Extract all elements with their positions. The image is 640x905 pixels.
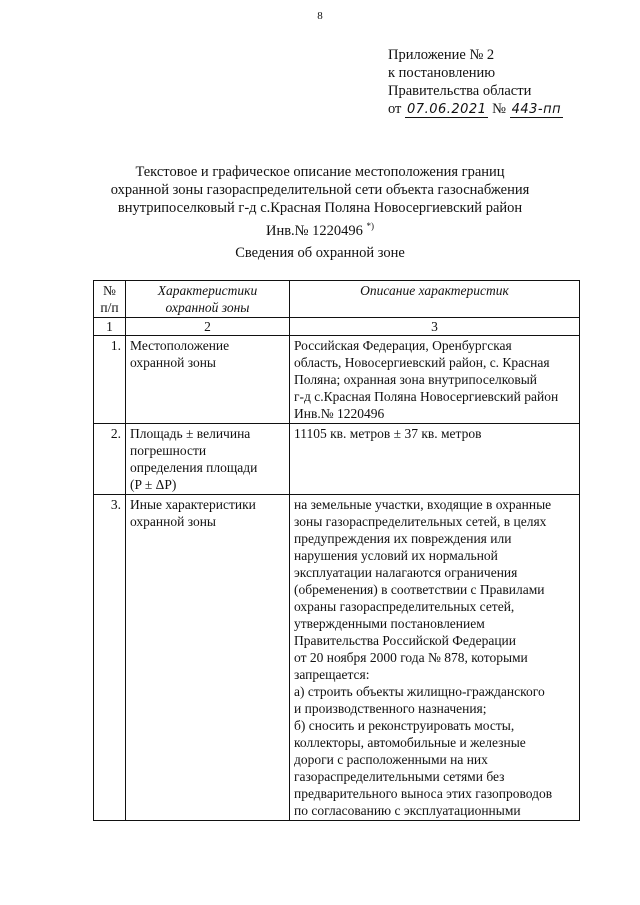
row-characteristic: Площадь ± величина погрешности определения площади (P ± ΔP): [126, 424, 290, 495]
row-number: 2.: [94, 424, 126, 495]
row-characteristic: Местоположение охранной зоны: [126, 336, 290, 424]
page-number: 8: [317, 10, 323, 22]
row-number: 3.: [94, 495, 126, 821]
header-number: № п/п: [94, 281, 126, 318]
appendix-line-2: к постановлению: [388, 65, 496, 81]
column-number-2: 2: [126, 318, 290, 336]
row-description: на земельные участки, входящие в охранные зоны газораспределительных сетей, в целях предупреждения их повреждения или нарушения условий их нормальной эксплуатации налагаются ограничения (обременения) в соответствии с Правилами охраны газораспределительных сетей, утвержденными постановлением Правительства Российской Федерации от 20 ноября 2000 года № 878, которыми запрещается: а) строить объекты жилищно-гражданского и производственного назначения; б) сносить и реконструировать мосты, коллекторы, автомобильные и железные дороги с расположенными на них газораспределительными сетями без предварительного выноса этих газопроводов по согласованию с эксплуатационными: [290, 495, 580, 821]
table-row: [94, 495, 580, 821]
title-line-2: охранной зоны газораспределительной сети объекта газоснабжения: [110, 182, 530, 198]
inventory-number: Инв.№ 1220496: [265, 222, 363, 239]
handwritten-date: 07.06.2021: [407, 102, 487, 117]
appendix-header: [388, 46, 563, 118]
title-line-3: внутрипоселковый г-д с.Красная Поляна Новосергиевский район: [117, 200, 523, 216]
zone-info-table: [93, 280, 580, 821]
row-description: 11105 кв. метров ± 37 кв. метров: [290, 424, 580, 495]
column-number-3: 3: [290, 318, 580, 336]
appendix-line-1: Приложение № 2: [388, 47, 495, 63]
column-number-row: [94, 318, 580, 336]
number-prefix: №: [492, 101, 506, 117]
handwritten-number: 443-пп: [511, 102, 562, 117]
section-title: Сведения об охранной зоне: [235, 245, 405, 261]
table-row: [94, 424, 580, 495]
appendix-date-line: [388, 100, 563, 118]
title-line-4: [0, 217, 640, 240]
column-number-1: 1: [94, 318, 126, 336]
title-line-1: Текстовое и графическое описание местоположения границ: [135, 164, 505, 180]
table-header-row: [94, 281, 580, 318]
header-characteristic: Характеристики охранной зоны: [126, 281, 290, 318]
date-prefix: от: [388, 101, 402, 117]
document-title: [0, 163, 640, 240]
footnote-mark: *): [366, 221, 375, 231]
table-row: [94, 336, 580, 424]
appendix-line-3: Правительства области: [388, 83, 532, 99]
row-characteristic: Иные характеристики охранной зоны: [126, 495, 290, 821]
header-description: Описание характеристик: [290, 281, 580, 318]
row-number: 1.: [94, 336, 126, 424]
row-description: Российская Федерация, Оренбургская область, Новосергиевский район, с. Красная Поляна; охранная зона внутрипоселковый г-д с.Красная Поляна Новосергиевский район Инв.№ 1220496: [290, 336, 580, 424]
